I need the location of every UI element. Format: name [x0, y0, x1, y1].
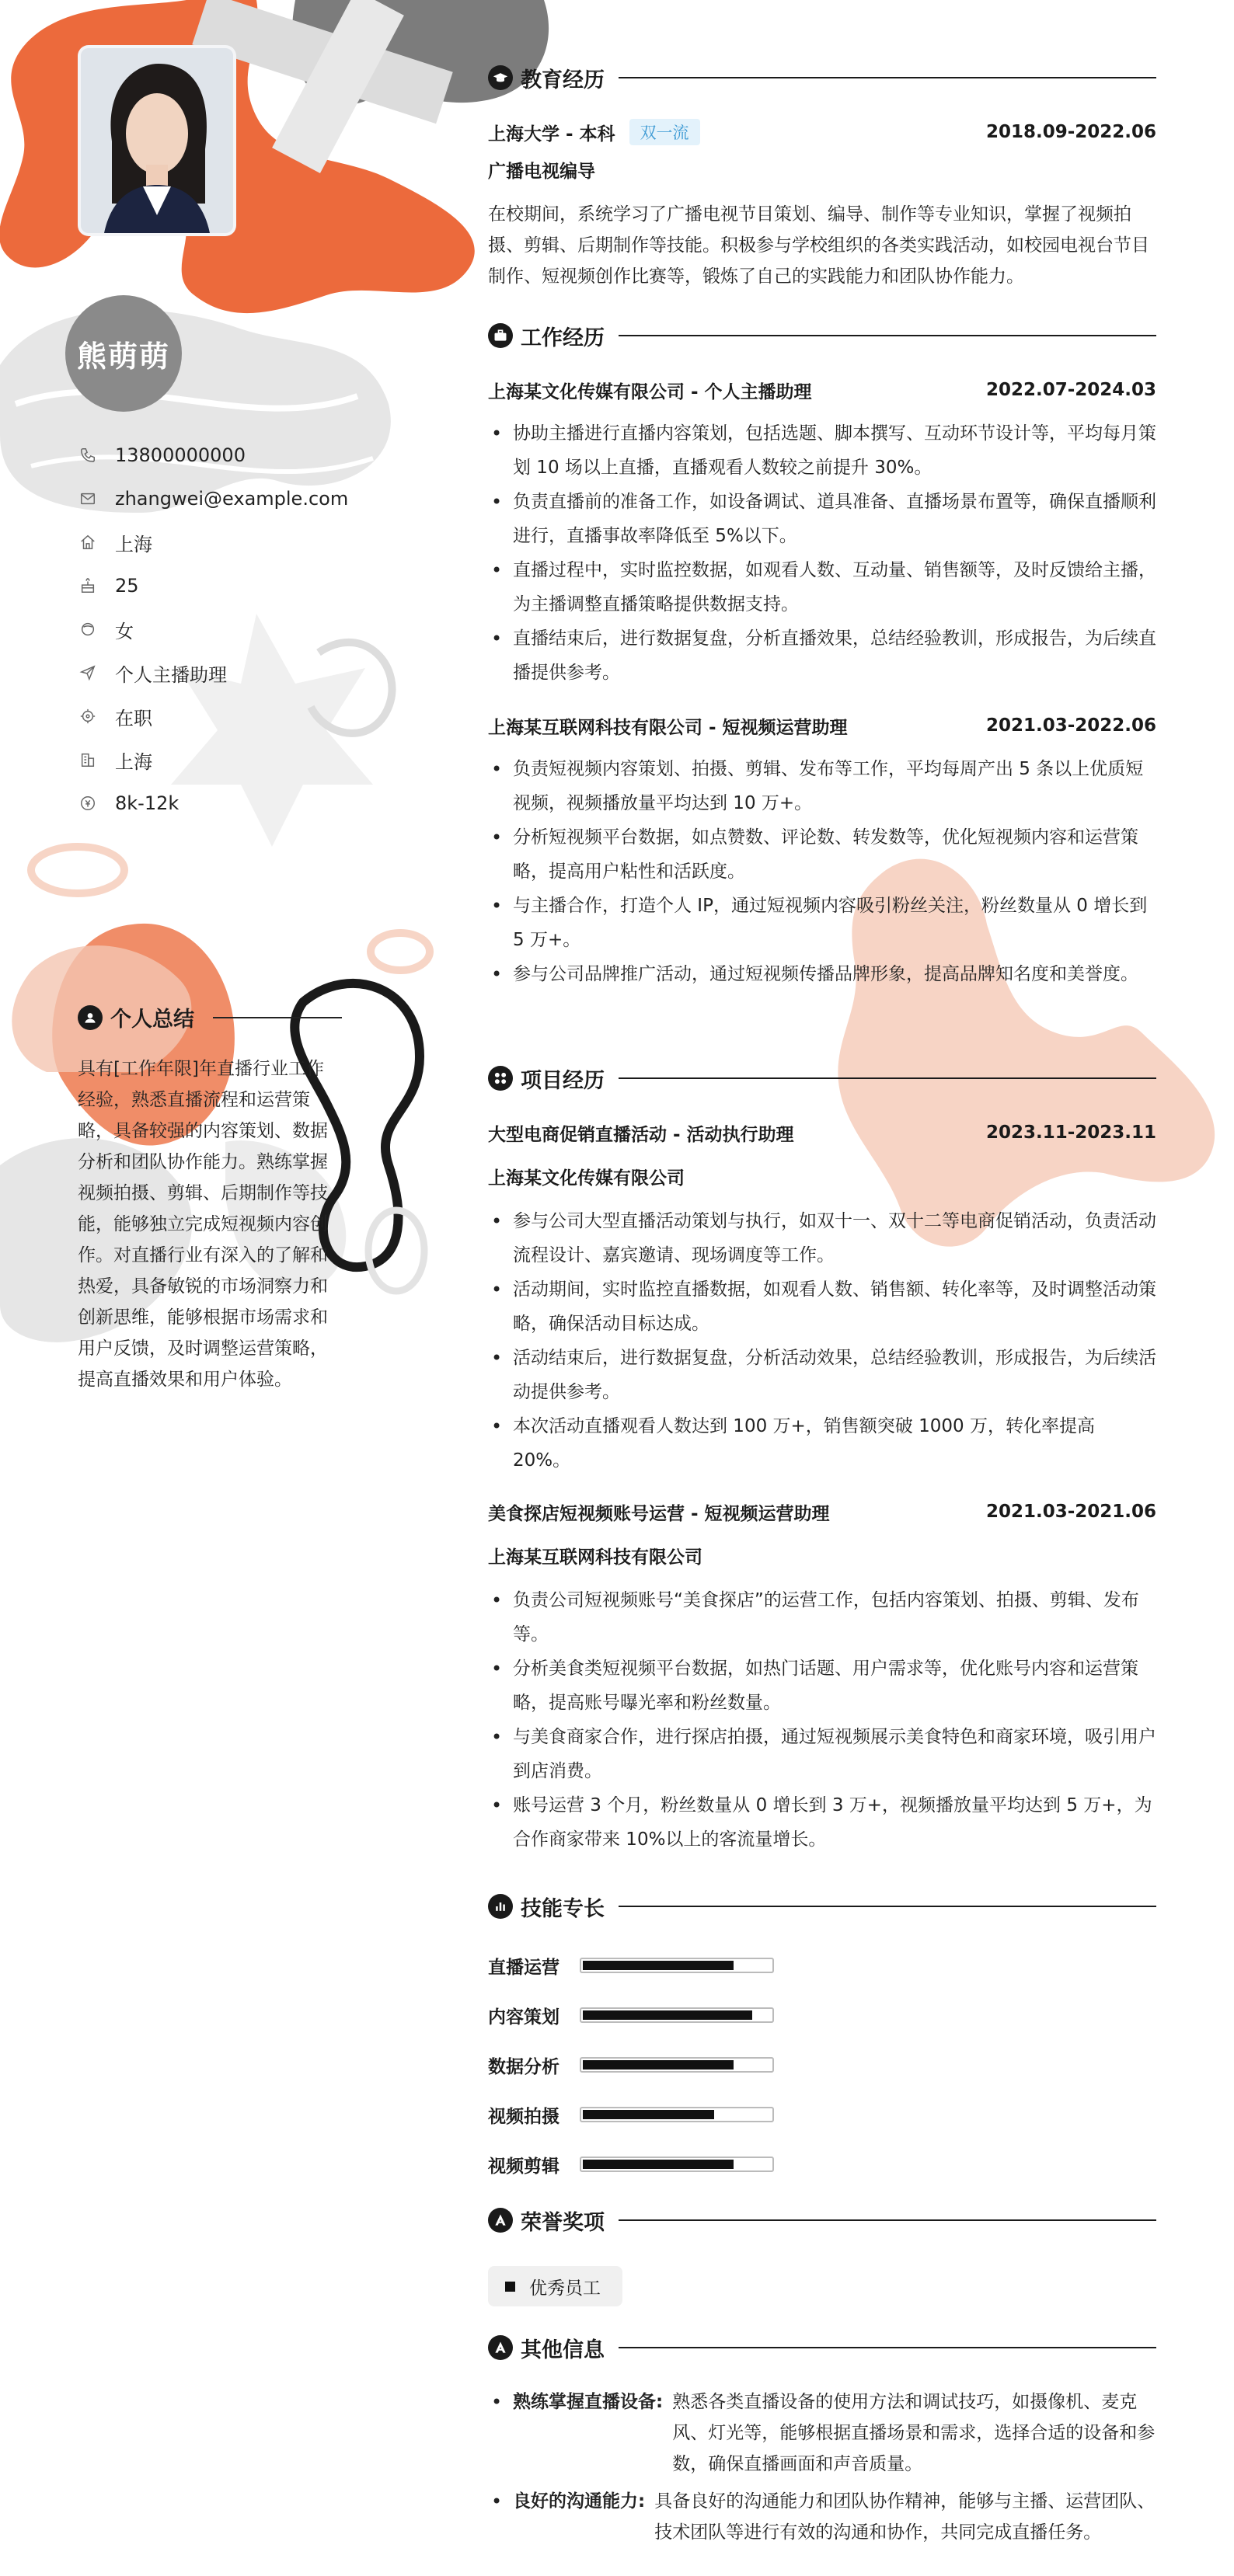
- contact-info-list: [78, 433, 348, 825]
- skill-name: 视频剪辑: [488, 2156, 559, 2177]
- send-icon: [78, 663, 98, 683]
- info-status: [78, 694, 348, 738]
- skills-list: [488, 1941, 877, 2189]
- projects-title: 项目经历: [521, 1068, 605, 1093]
- education-title: 教育经历: [521, 68, 605, 92]
- location-text: 上海: [115, 533, 152, 555]
- grid-icon: [488, 1066, 513, 1091]
- education-badge: 双一流: [629, 119, 700, 145]
- other-info-text: 熟悉各类直播设备的使用方法和调试技巧，如摄像机、麦克风、灯光等，能够根据直播场景和需求，选择合适的设备和参数，确保直播画面和声音质量。: [672, 2392, 1156, 2474]
- project-title: 大型电商促销直播活动 - 活动执行助理: [488, 1124, 794, 1145]
- work-title: 工作经历: [521, 325, 605, 350]
- project-bullet: • 活动结束后，进行数据复盘，分析活动效果，总结经验教训，形成报告，为后续活动提供参考。: [488, 1341, 1156, 1409]
- project-company: 上海某互联网科技有限公司: [488, 1547, 702, 1568]
- summary-heading: [78, 1002, 342, 1032]
- skill-bar-fill: [583, 2060, 734, 2070]
- status-icon: [78, 706, 98, 726]
- education-row: [488, 118, 1156, 146]
- project-bullet: • 负责公司短视频账号“美食探店”的运营工作，包括内容策划、拍摄、剪辑、发布等。: [488, 1583, 1156, 1652]
- mail-icon: [78, 489, 98, 509]
- other-info-label: • 熟练掌握直播设备:: [513, 2392, 664, 2412]
- info-phone: [78, 433, 348, 477]
- job-bullet: • 负责短视频内容策划、拍摄、剪辑、发布等工作，平均每周产出 5 条以上优质短视频，视频播放量平均达到 10 万+。: [488, 752, 1156, 820]
- info-email: [78, 477, 348, 520]
- project-date: 2023.11-2023.11: [985, 1123, 1156, 1143]
- skill-bar: [580, 1958, 774, 1973]
- info-location: [78, 520, 348, 564]
- education-description: 在校期间，系统学习了广播电视节目策划、编导、制作等专业知识，掌握了视频拍摄、剪辑、后期制作等技能。积极参与学校组织的各类实践活动，如校园电视台节目制作、短视频创作比赛等，锻炼了自己的实践能力和团队协作能力。: [488, 204, 1149, 287]
- other-info-list: [488, 2386, 1156, 2554]
- phone-text: 13800000000: [115, 444, 246, 466]
- salary-icon: [78, 793, 98, 813]
- other-info-text: 具备良好的沟通能力和团队协作精神，能够与主播、运营团队、技术团队等进行有效的沟通和协作，共同完成直播任务。: [654, 2491, 1156, 2543]
- info-salary: [78, 782, 348, 825]
- other-info-item: [488, 2386, 1156, 2480]
- awards-title: 荣誉奖项: [521, 2210, 605, 2235]
- skill-name: 数据分析: [488, 2056, 559, 2077]
- skill-bar: [580, 2057, 774, 2073]
- job-bullet: • 直播结束后，进行数据复盘，分析直播效果，总结经验教训，形成报告，为后续直播提供参考。: [488, 621, 1156, 690]
- skill-item: [488, 2090, 877, 2139]
- awards-heading: [488, 2205, 1156, 2236]
- graduation-cap-icon: [488, 65, 513, 90]
- project-bullet: • 参与公司大型直播活动策划与执行，如双十一、双十二等电商促销活动，负责活动流程设计、嘉宾邀请、现场调度等工作。: [488, 1204, 1156, 1272]
- other-title: 其他信息: [521, 2338, 605, 2362]
- job-bullet: • 参与公司品牌推广活动，通过短视频传播品牌形象，提高品牌知名度和美誉度。: [488, 957, 1156, 991]
- education-heading: [488, 62, 1156, 93]
- other-info-label: • 良好的沟通能力:: [513, 2491, 646, 2512]
- job-row: [488, 712, 1156, 740]
- info-icon: [488, 2335, 513, 2360]
- summary-divider: [213, 1017, 342, 1018]
- skill-name: 内容策划: [488, 2007, 559, 2028]
- skill-name: 视频拍摄: [488, 2106, 559, 2127]
- skill-item: [488, 1990, 877, 2040]
- skill-name: 直播运营: [488, 1957, 559, 1978]
- project-bullet: • 分析美食类短视频平台数据，如热门话题、用户需求等，优化账号内容和运营策略，提高账号曝光率和粉丝数量。: [488, 1652, 1156, 1720]
- info-gender: [78, 607, 348, 651]
- skill-bar: [580, 2107, 774, 2122]
- city-text: 上海: [115, 750, 152, 773]
- education-date: 2018.09-2022.06: [985, 122, 1156, 142]
- cake-icon: [78, 576, 98, 596]
- education-major: 广播电视编导: [488, 162, 595, 182]
- project-bullets: [488, 1204, 1156, 1478]
- profile-photo: [78, 45, 236, 236]
- award-icon: [488, 2208, 513, 2233]
- award-tag: [488, 2266, 622, 2306]
- candidate-name: 熊萌萌: [76, 339, 170, 374]
- skill-bar-fill: [583, 1961, 734, 1970]
- home-icon: [78, 532, 98, 552]
- job-title: 上海某文化传媒有限公司 - 个人主播助理: [488, 381, 812, 402]
- job-bullet: • 协助主播进行直播内容策划，包括选题、脚本撰写、互动环节设计等，平均每月策划 10 场以上直播，直播观看人数较之前提升 30%。: [488, 416, 1156, 485]
- project-bullet: • 本次活动直播观看人数达到 100 万+，销售额突破 1000 万，转化率提高 20%。: [488, 1409, 1156, 1478]
- info-city: [78, 738, 348, 782]
- project-company: 上海某文化传媒有限公司: [488, 1168, 685, 1189]
- project-bullets: [488, 1583, 1156, 1857]
- skills-divider: [619, 1906, 1156, 1907]
- summary-title: 个人总结: [110, 1008, 194, 1032]
- project-bullet: • 与美食商家合作，进行探店拍摄，通过短视频展示美食特色和商家环境，吸引用户到店消费。: [488, 1720, 1156, 1788]
- job-bullet: • 分析短视频平台数据，如点赞数、评论数、转发数等，优化短视频内容和运营策略，提高用户粘性和活跃度。: [488, 820, 1156, 889]
- work-divider: [619, 335, 1156, 336]
- skill-bar: [580, 2007, 774, 2023]
- skills-heading: [488, 1891, 1156, 1922]
- briefcase-icon: [488, 323, 513, 348]
- skill-bar-fill: [583, 2160, 734, 2169]
- name-circle: [65, 295, 182, 412]
- ring: [31, 847, 124, 893]
- skills-title: 技能专长: [521, 1896, 605, 1921]
- salary-text: 8k-12k: [115, 792, 180, 814]
- gender-text: 女: [115, 620, 134, 642]
- project-row: [488, 1498, 1156, 1526]
- position-text: 个人主播助理: [115, 663, 227, 686]
- square-bullet-icon: [505, 2282, 515, 2292]
- gender-icon: [78, 619, 98, 639]
- job-bullet: • 负责直播前的准备工作，如设备调试、道具准备、直播场景布置等，确保直播顺利进行，直播事故率降低至 5%以下。: [488, 485, 1156, 553]
- email-text: zhangwei@example.com: [115, 488, 349, 510]
- projects-heading: [488, 1063, 1156, 1094]
- info-position: [78, 651, 348, 694]
- status-text: 在职: [115, 707, 152, 729]
- job-bullets: [488, 416, 1156, 690]
- job-date: 2022.07-2024.03: [985, 380, 1156, 400]
- awards-divider: [619, 2219, 1156, 2221]
- skill-bar: [580, 2157, 774, 2172]
- projects-divider: [619, 1077, 1156, 1079]
- project-bullet: • 活动期间，实时监控直播数据，如观看人数、销售额、转化率等，及时调整活动策略，确保活动目标达成。: [488, 1272, 1156, 1341]
- other-heading: [488, 2332, 1156, 2363]
- skill-bar-fill: [583, 2010, 752, 2020]
- job-row: [488, 376, 1156, 404]
- education-school: 上海大学 - 本科: [488, 124, 615, 144]
- job-title: 上海某互联网科技有限公司 - 短视频运营助理: [488, 717, 848, 738]
- skill-item: [488, 2139, 877, 2189]
- job-bullet: • 与主播合作，打造个人 IP，通过短视频内容吸引粉丝关注，粉丝数量从 0 增长到 5 万+。: [488, 889, 1156, 957]
- skill-item: [488, 2040, 877, 2090]
- other-info-item: [488, 2486, 1156, 2548]
- user-icon: [78, 1005, 103, 1030]
- info-age: [78, 564, 348, 607]
- project-row: [488, 1119, 1156, 1147]
- job-bullet: • 直播过程中，实时监控数据，如观看人数、互动量、销售额等，及时反馈给主播，为主播调整直播策略提供数据支持。: [488, 553, 1156, 621]
- education-school-wrap: [488, 119, 700, 145]
- award-name: 优秀员工: [529, 2278, 601, 2299]
- job-date: 2021.03-2022.06: [985, 715, 1156, 736]
- project-date: 2021.03-2021.06: [985, 1502, 1156, 1522]
- skill-item: [488, 1941, 877, 1990]
- ring: [371, 933, 430, 970]
- bar-chart-icon: [488, 1894, 513, 1919]
- other-divider: [619, 2347, 1156, 2348]
- education-divider: [619, 77, 1156, 78]
- project-title: 美食探店短视频账号运营 - 短视频运营助理: [488, 1503, 830, 1524]
- work-heading: [488, 320, 1156, 351]
- age-text: 25: [115, 575, 139, 597]
- building-icon: [78, 750, 98, 770]
- summary-text: 具有[工作年限]年直播行业工作经验，熟悉直播流程和运营策略，具备较强的内容策划、数据分析和团队协作能力。熟练掌握视频拍摄、剪辑、后期制作等技能，能够独立完成短视频内容创作。对直播行业有深入的了解和热爱，具备敏锐的市场洞察力和创新思维，能够根据市场需求和用户反馈，及时调整运营策略，提高直播效果和用户体验。: [78, 1059, 328, 1390]
- phone-icon: [78, 445, 98, 465]
- skill-bar-fill: [583, 2110, 714, 2119]
- job-bullets: [488, 752, 1156, 991]
- project-bullet: • 账号运营 3 个月，粉丝数量从 0 增长到 3 万+，视频播放量平均达到 5 万+，为合作商家带来 10%以上的客流量增长。: [488, 1788, 1156, 1857]
